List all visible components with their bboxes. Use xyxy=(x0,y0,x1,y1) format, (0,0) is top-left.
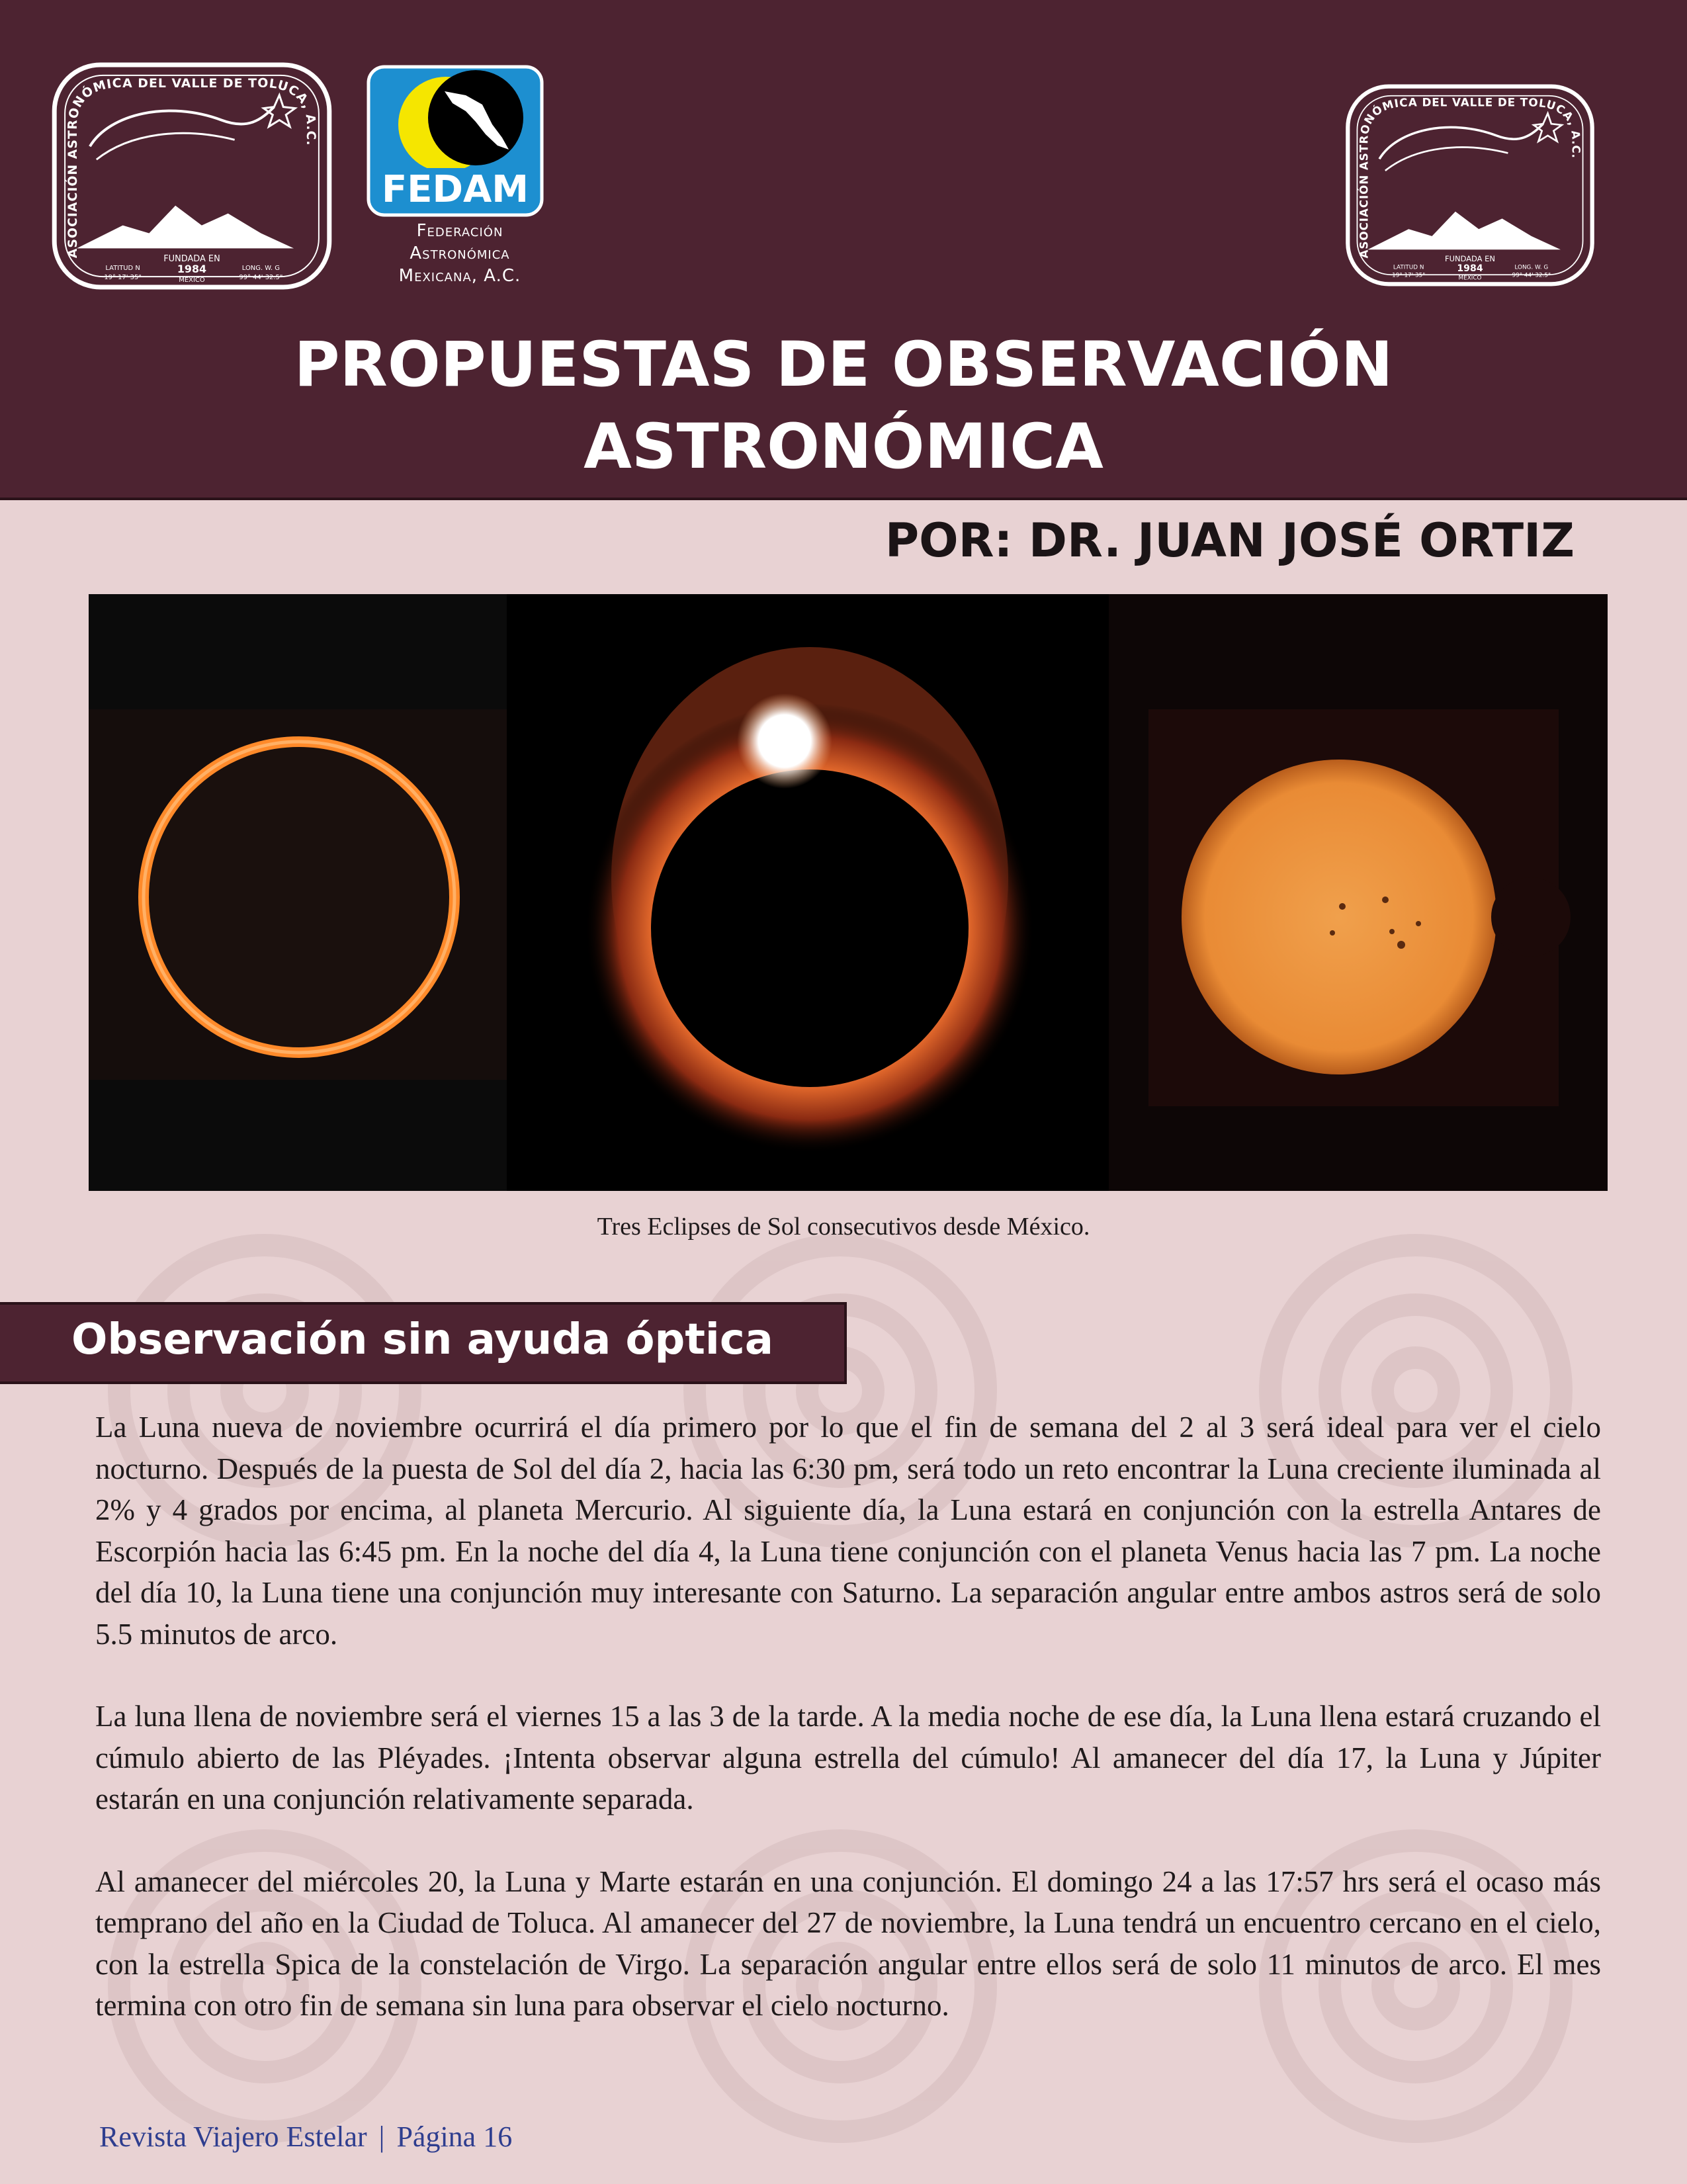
seal-long-value: 99° 44' 32.5" xyxy=(239,274,283,282)
author-byline: POR: DR. JUAN JOSÉ ORTIZ xyxy=(885,513,1575,568)
seal-founded-year: 1984 xyxy=(1457,263,1483,274)
section-title: Observación sin ayuda óptica xyxy=(71,1315,773,1364)
seal-lat-value: 19° 17' 35" xyxy=(104,274,142,282)
seal-long-label: LONG. W. G xyxy=(1514,264,1549,271)
page-footer xyxy=(99,2120,512,2154)
association-seal-logo-right xyxy=(1344,82,1596,288)
association-seal-logo-left xyxy=(50,61,333,291)
body-paragraph: La Luna nueva de noviembre ocurrirá el día primero por lo que el fin de semana del 2 al 3 será ideal para ver el cielo nocturno. Después de la puesta de Sol del día 2, hacia las 6:30 pm, será todo un reto encontrar la Luna creciente iluminada al 2% y 4 grados por encima, al planeta Mercurio. Al siguiente día, la Luna estará en conjunción con la estrella Antares de Escorpión hacia las 6:45 pm. En la noche del día 4, la Luna tiene conjunción con el planeta Venus hacia las 7 pm. La noche del día 10, la Luna tiene una conjunción muy interesante con Saturno. La separación angular entre ambos astros será de solo 5.5 minutos de arco. xyxy=(95,1411,1601,1651)
body-paragraph: La luna llena de noviembre será el viernes 15 a las 3 de la tarde. A la media noche de ese día, la Luna llena estará cruzando el cúmulo abierto de las Pléyades. ¡Intenta observar alguna estrella del cúmulo! Al amanecer del día 17, la Luna y Júpiter estarán en una conjunción relativamente separada. xyxy=(95,1700,1601,1815)
seal-founded-year: 1984 xyxy=(177,263,207,276)
seal-lat-value: 19° 17' 35" xyxy=(1392,272,1426,279)
article-body xyxy=(95,1407,1601,2068)
fedam-logo-text: FEDAM xyxy=(381,168,529,211)
footer-separator: | xyxy=(378,2120,385,2153)
fedam-logo xyxy=(367,65,544,217)
eclipse-photo-partial xyxy=(1109,594,1608,1191)
seal-long-value: 99° 44' 32.5" xyxy=(1512,272,1551,279)
page-title: PROPUESTAS DE OBSERVACIÓN ASTRONÓMICA xyxy=(294,329,1393,483)
seal-arc-text: ASOCIACIÓN ASTRONÓMICA DEL VALLE DE TOLUCA, A.C. xyxy=(1357,95,1583,259)
seal-long-label: LONG. W. G xyxy=(241,265,280,273)
page-number: Página 16 xyxy=(396,2120,513,2153)
seal-arc-text: ASOCIACIÓN ASTRONÓMICA DEL VALLE DE TOLUCA, A.C. xyxy=(65,75,319,259)
fedam-caption: Federación Astronómica Mexicana, A.C. xyxy=(398,221,521,286)
seal-lat-label: LATITUD N xyxy=(105,265,140,273)
eclipse-photo-strip xyxy=(89,594,1608,1191)
body-paragraph: Al amanecer del miércoles 20, la Luna y Marte estarán en una conjunción. El domingo 24 a las 17:57 hrs será el ocaso más temprano del año en la Ciudad de Toluca. Al amanecer del 27 de noviembre, la Luna tendrá un encuentro cercano en el cielo, con la estrella Spica de la constelación de Virgo. La separación angular entre ellos será de solo 11 minutos de arco. El mes termina con otro fin de semana sin luna para observar el cielo nocturno. xyxy=(95,1864,1601,2022)
magazine-name: Revista Viajero Estelar xyxy=(99,2120,367,2153)
eclipse-photo-annular xyxy=(89,594,507,1191)
seal-lat-label: LATITUD N xyxy=(1393,264,1424,271)
seal-founded-label: FUNDADA EN xyxy=(1445,253,1495,263)
seal-founded-label: FUNDADA EN xyxy=(163,254,220,265)
eclipse-photo-total xyxy=(507,594,1109,1191)
seal-founded-place: MÉXICO xyxy=(1458,275,1482,282)
seal-founded-place: MÉXICO xyxy=(179,277,205,284)
page-header xyxy=(0,0,1687,500)
figure-caption: Tres Eclipses de Sol consecutivos desde México. xyxy=(597,1213,1090,1241)
section-banner xyxy=(0,1302,847,1384)
